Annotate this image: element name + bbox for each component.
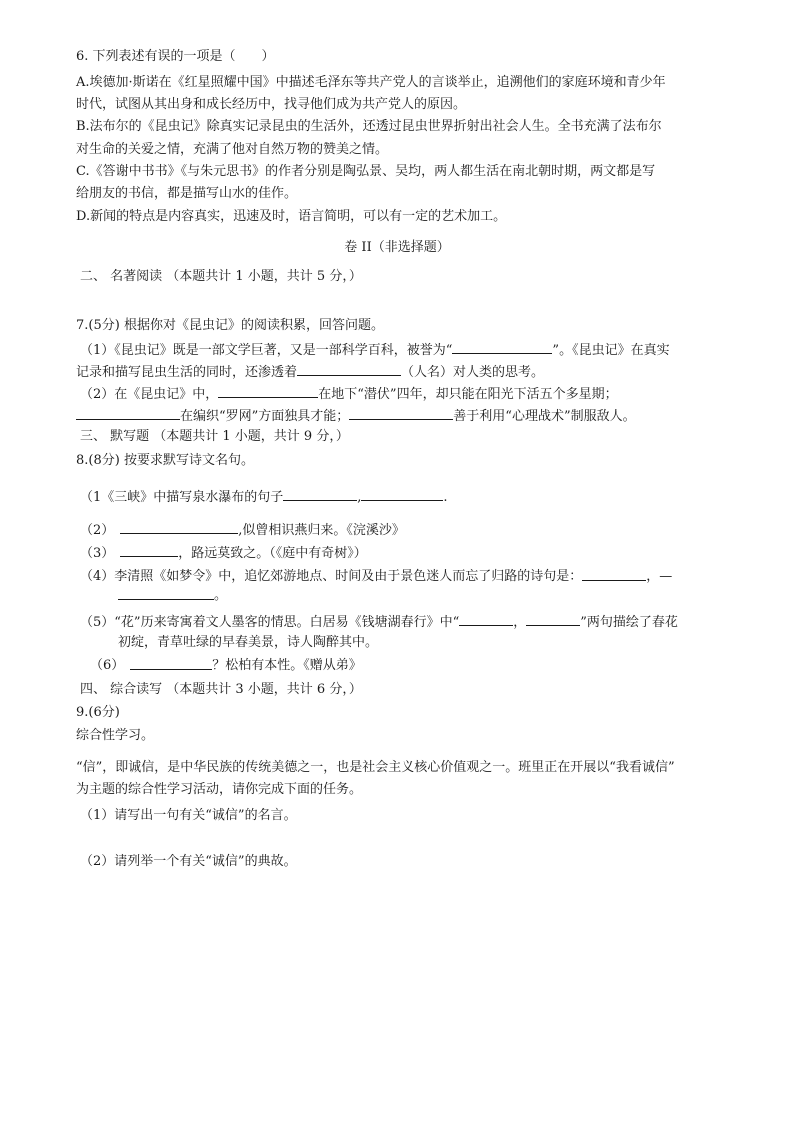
q7-part1-line1 bbox=[80, 339, 670, 361]
q8-item6 bbox=[90, 656, 362, 676]
q9-task1: （1）请写出一句有关“诚信”的名言。 bbox=[80, 808, 297, 823]
q8-item4-sep: ，— bbox=[646, 569, 673, 584]
q7-blank-insect-2[interactable] bbox=[76, 405, 180, 420]
q8-item1-end: . bbox=[443, 490, 448, 505]
q7-part2-line1 bbox=[80, 383, 618, 405]
q7-stem: 7.(5分) 根据你对《昆虫记》的阅读积累，回答问题。 bbox=[76, 318, 384, 333]
q6-option-c-line2: 给朋友的书信，都是描写山水的佳作。 bbox=[76, 186, 298, 201]
q7-part2-text-d: 善于利用“心理战术”制服敌人。 bbox=[453, 409, 636, 424]
q8-item2-text: ,似曾相识燕归来。《浣溪沙》 bbox=[238, 523, 405, 538]
q8-item4-end: 。 bbox=[214, 588, 228, 603]
q8-stem: 8.(8分) 按要求默写诗文名句。 bbox=[76, 453, 254, 468]
q7-part2-text-b: 在地下“潜伏”四年，却只能在阳光下活五个多星期； bbox=[318, 387, 618, 402]
q7-part1-text-d: （人名）对人类的思考。 bbox=[401, 365, 545, 380]
q8-item1-text: （1《三峡》中描写泉水瀑布的句子 bbox=[80, 490, 284, 505]
q9-intro-line2: 为主题的综合性学习活动，请你完成下面的任务。 bbox=[76, 782, 363, 797]
q8-item5-line1 bbox=[80, 611, 678, 633]
q6-option-b-line2: 对生命的关爱之情，充满了他对自然万物的赞美之情。 bbox=[76, 142, 389, 157]
q7-part2-text-a: （2）在《昆虫记》中， bbox=[80, 387, 219, 402]
q8-item3-blank[interactable] bbox=[120, 542, 178, 557]
q8-item5-text-a: （5）“花”历来寄寓着文人墨客的情思。白居易《钱塘湖春行》中“ bbox=[80, 615, 460, 630]
q8-item2-blank[interactable] bbox=[120, 519, 238, 534]
q8-item5-sep: ， bbox=[513, 615, 527, 630]
q7-part1-line2 bbox=[76, 361, 544, 383]
q9-subtitle: 综合性学习。 bbox=[76, 728, 155, 743]
q7-blank-person[interactable] bbox=[297, 361, 401, 376]
q8-item5-blank-a[interactable] bbox=[459, 611, 513, 626]
q8-item4-line2 bbox=[118, 586, 227, 606]
q6-stem: 6. 下列表述有误的一项是（ ） bbox=[76, 49, 275, 64]
section-3-title: 三、 默写题 （本题共计 1 小题，共计 9 分，） bbox=[80, 429, 349, 444]
q8-item4-blank-b[interactable] bbox=[118, 591, 214, 600]
q7-part2-line2 bbox=[76, 405, 636, 427]
q8-item4-blank-a[interactable] bbox=[582, 572, 646, 581]
q8-item3-text: ，路远莫致之。（《庭中有奇树》） bbox=[178, 546, 367, 561]
q7-part1-text-b: ”。《昆虫记》在真实 bbox=[552, 343, 670, 358]
q8-item2 bbox=[80, 519, 405, 541]
q8-item1 bbox=[80, 486, 448, 508]
q6-option-a-line1: A.埃德加·斯诺在《红星照耀中国》中描述毛泽东等共产党人的言谈举止，追溯他们的家庭环境和青少年 bbox=[76, 75, 666, 90]
q8-item4-text: （4）李清照《如梦令》中，追忆郊游地点、时间及由于景色迷人而忘了归路的诗句是： bbox=[80, 569, 583, 584]
q9-intro-line1: “信”，即诚信，是中华民族的传统美德之一，也是社会主义核心价值观之一。班里正在开展以“我看诚信” bbox=[76, 760, 675, 775]
q8-item1-blank-a[interactable] bbox=[283, 486, 357, 501]
q8-item5-line2: 初绽，青草吐绿的早春美景，诗人陶醉其中。 bbox=[118, 635, 379, 650]
q8-item6-blank[interactable] bbox=[130, 661, 212, 670]
section-4-title: 四、 综合读写 （本题共计 3 小题，共计 6 分，） bbox=[80, 682, 362, 697]
q7-part1-text-c: 记录和描写昆虫生活的同时，还渗透着 bbox=[76, 365, 298, 380]
q8-item4-line1 bbox=[80, 567, 672, 587]
q8-item1-sep: , bbox=[357, 490, 362, 505]
q8-item5-blank-b[interactable] bbox=[526, 611, 580, 626]
q8-item6-text: ？松柏有本性。《赠从弟》 bbox=[212, 658, 362, 673]
q6-option-a-line2: 时代，试图从其出身和成长经历中，找寻他们成为共产党人的原因。 bbox=[76, 97, 467, 112]
q8-item2-num: （2） bbox=[80, 523, 115, 538]
q9-stem: 9.(6分) bbox=[76, 705, 120, 720]
q6-option-d: D.新闻的特点是内容真实，迅速及时，语言简明，可以有一定的艺术加工。 bbox=[76, 209, 507, 224]
q7-blank-insect-3[interactable] bbox=[349, 405, 453, 420]
section-2-title: 二、 名著阅读 （本题共计 1 小题，共计 5 分，） bbox=[80, 269, 362, 284]
q7-blank-nickname[interactable] bbox=[452, 339, 552, 354]
q7-part2-text-c: 在编织“罗网”方面独具才能； bbox=[180, 409, 350, 424]
q8-item3-num: （3） bbox=[80, 546, 115, 561]
volume-2-title: 卷 II（非选择题） bbox=[344, 240, 450, 255]
q6-option-b-line1: B.法布尔的《昆虫记》除真实记录昆虫的生活外，还透过昆虫世界折射出社会人生。全书充满了法布尔 bbox=[76, 119, 662, 134]
q7-blank-insect-1[interactable] bbox=[218, 383, 318, 398]
q7-part1-text-a: （1）《昆虫记》既是一部文学巨著，又是一部科学百科，被誉为“ bbox=[80, 343, 453, 358]
q8-item5-text-b: ”两句描绘了春花 bbox=[580, 615, 678, 630]
q9-task2: （2）请列举一个有关“诚信”的典故。 bbox=[80, 854, 297, 869]
q8-item3 bbox=[80, 542, 367, 564]
q8-item6-num: （6） bbox=[90, 658, 125, 673]
q8-item1-blank-b[interactable] bbox=[361, 486, 443, 501]
q6-option-c-line1: C.《答谢中书书》《与朱元思书》的作者分别是陶弘景、吴均，两人都生活在南北朝时期，两文都是写 bbox=[76, 164, 656, 179]
